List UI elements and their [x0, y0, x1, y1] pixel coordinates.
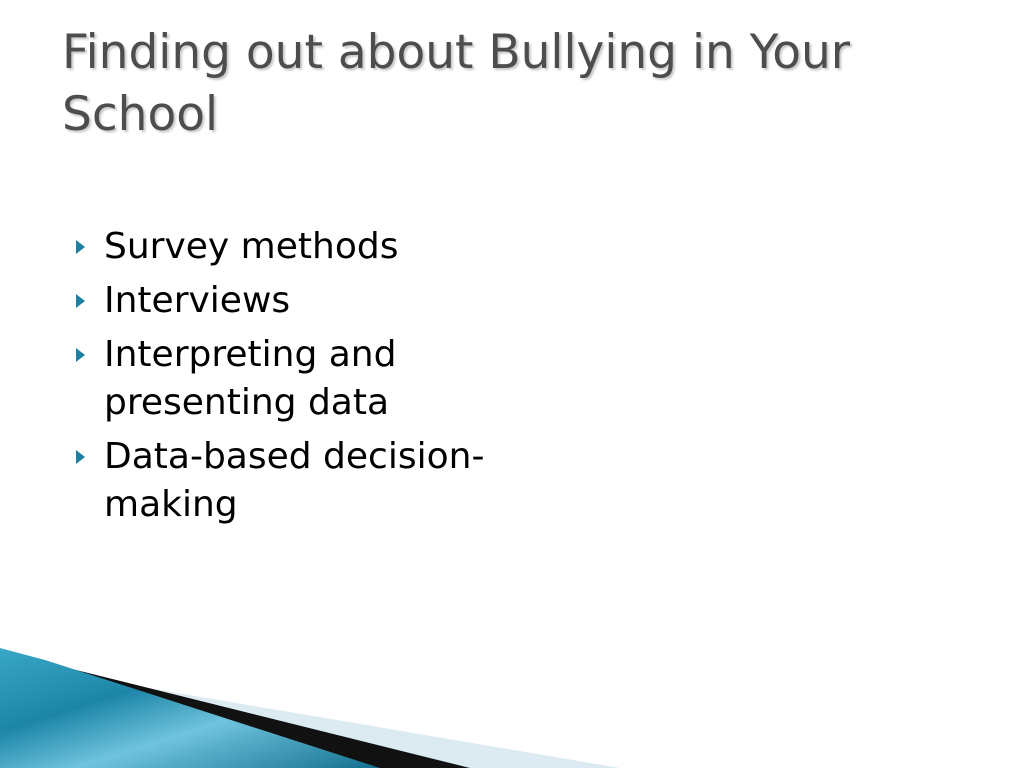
bullet-item: [76, 277, 506, 325]
bullet-text: Interviews: [104, 280, 291, 321]
bullet-text: Survey methods: [104, 226, 399, 267]
triangle-right-icon: [76, 348, 85, 362]
slide-title: Finding out about Bullying in Your School: [62, 25, 851, 142]
bullet-text: Interpreting and presenting data: [104, 334, 397, 423]
bullet-list: [76, 223, 506, 535]
bullet-item: [76, 433, 506, 529]
bullet-text: Data-based decision-making: [104, 436, 485, 525]
bullet-item: [76, 331, 506, 427]
bullet-item: [76, 223, 506, 271]
triangle-right-icon: [76, 294, 85, 308]
triangle-right-icon: [76, 450, 85, 464]
teal-wedge: [0, 648, 380, 768]
triangle-right-icon: [76, 240, 85, 254]
